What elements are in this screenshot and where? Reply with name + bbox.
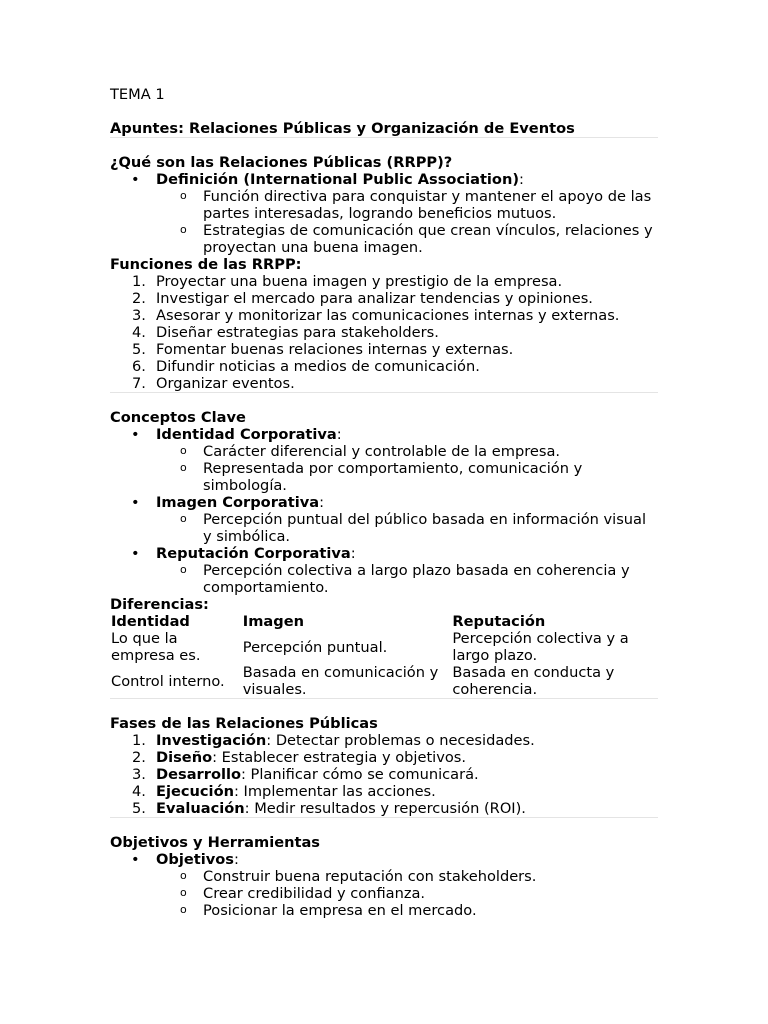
function-item: 6. Difundir noticias a medios de comunicación.: [132, 358, 480, 375]
table-header-cell: Identidad: [111, 613, 190, 630]
function-item: 2. Investigar el mercado para analizar tendencias y opiniones.: [132, 290, 593, 307]
table-cell: Control interno.: [111, 672, 225, 690]
tema-label: TEMA 1: [110, 86, 165, 103]
table-cell: Basada en comunicación y visuales.: [242, 664, 439, 698]
concept-item: • Identidad Corporativa:: [110, 426, 658, 443]
function-item: 4. Diseñar estrategias para stakeholders.: [132, 324, 439, 341]
function-item: 1. Proyectar una buena imagen y prestigio de la empresa.: [132, 273, 563, 290]
table-header-cell: Reputación: [452, 613, 546, 630]
function-item: 7. Organizar eventos.: [132, 375, 295, 392]
objectives-item: • Objetivos:: [110, 851, 658, 868]
section-phases-heading: Fases de las Relaciones Públicas: [110, 715, 378, 732]
phase-item: 1. Investigación: Detectar problemas o necesidades.: [132, 732, 535, 749]
functions-list: [110, 273, 658, 392]
table-row: [110, 664, 658, 698]
definition-subitem: o Función directiva para conquistar y mantener el apoyo de las partes interesadas, logrando beneficios mutuos.: [110, 188, 658, 222]
table-header-row: [110, 613, 658, 630]
phase-item: 3. Desarrollo: Planificar cómo se comunicará.: [132, 766, 479, 783]
objective-subitem: o Construir buena reputación con stakeholders.: [110, 868, 658, 885]
differences-table: [110, 613, 658, 698]
table-cell: Percepción colectiva y a largo plazo.: [452, 630, 629, 664]
objectives-list: [110, 851, 658, 919]
concept-subitem: o Percepción colectiva a largo plazo basada en coherencia y comportamiento.: [110, 562, 658, 596]
table-cell: Percepción puntual.: [242, 638, 388, 656]
section-objectives-heading: Objetivos y Herramientas: [110, 834, 320, 851]
concept-item: • Imagen Corporativa:: [110, 494, 658, 511]
definition-item: • Definición (International Public Association):: [110, 171, 658, 188]
differences-heading: Diferencias:: [110, 596, 209, 613]
objective-subitem: o Crear credibilidad y confianza.: [110, 885, 658, 902]
phase-item: 2. Diseño: Establecer estrategia y objetivos.: [132, 749, 467, 766]
concept-subitem: o Representada por comportamiento, comunicación y simbología.: [110, 460, 658, 494]
section-rrpp-heading: ¿Qué son las Relaciones Públicas (RRPP)?: [110, 154, 453, 171]
document-title: Apuntes: Relaciones Públicas y Organización de Eventos: [110, 120, 575, 137]
document-content: [110, 86, 658, 919]
table-row: [110, 630, 658, 664]
definition-list: [110, 171, 658, 256]
table-cell: Lo que la empresa es.: [111, 630, 201, 664]
definition-subitem: o Estrategias de comunicación que crean vínculos, relaciones y proyectan una buena imagen.: [110, 222, 658, 256]
function-item: 3. Asesorar y monitorizar las comunicaciones internas y externas.: [132, 307, 620, 324]
table-header-cell: Imagen: [242, 613, 305, 630]
concept-subitem: o Percepción puntual del público basada en información visual y simbólica.: [110, 511, 658, 545]
table-cell: Basada en conducta y coherencia.: [452, 664, 615, 698]
phase-item: 4. Ejecución: Implementar las acciones.: [132, 783, 436, 800]
concepts-list: [110, 426, 658, 596]
section-concepts-heading: Conceptos Clave: [110, 409, 246, 426]
functions-heading: Funciones de las RRPP:: [110, 256, 302, 273]
concept-item: • Reputación Corporativa:: [110, 545, 658, 562]
phases-list: [110, 732, 658, 817]
phase-item: 5. Evaluación: Medir resultados y repercusión (ROI).: [132, 800, 526, 817]
objective-subitem: o Posicionar la empresa en el mercado.: [110, 902, 658, 919]
function-item: 5. Fomentar buenas relaciones internas y externas.: [132, 341, 514, 358]
concept-subitem: o Carácter diferencial y controlable de la empresa.: [110, 443, 658, 460]
